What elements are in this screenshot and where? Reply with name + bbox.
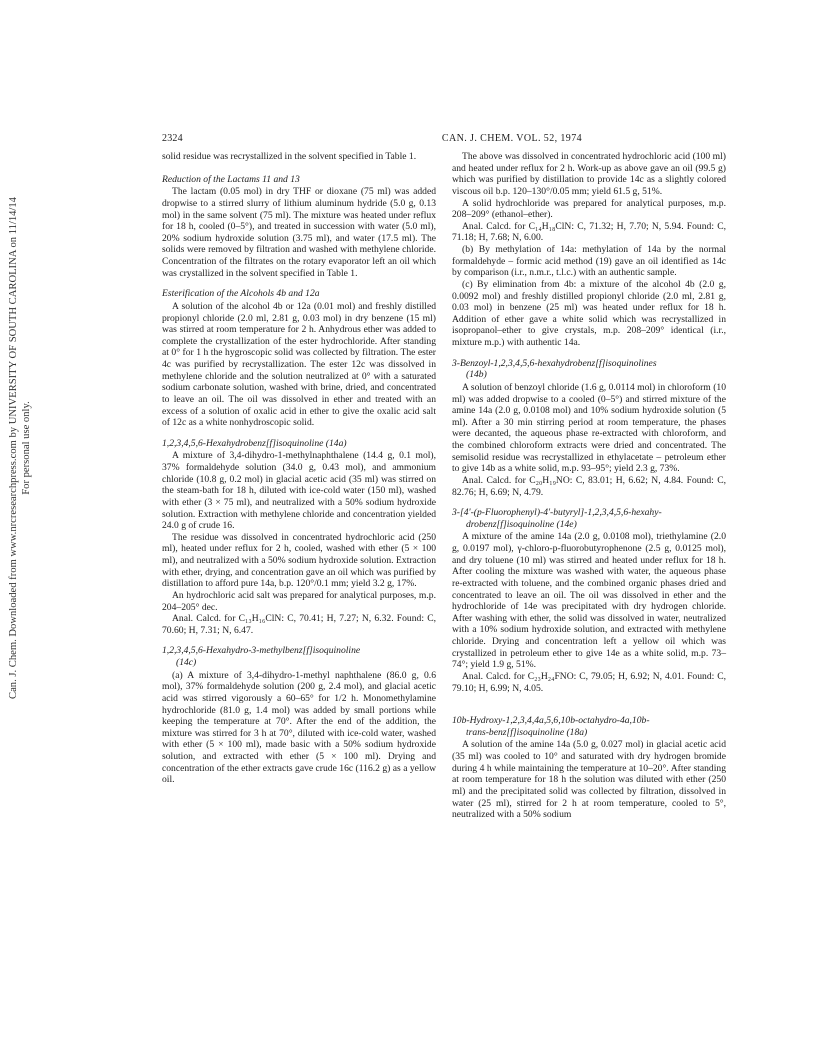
heading-line: 3-Benzoyl-1,2,3,4,5,6-hexahydrobenz[f]isoquinolines <box>452 357 657 369</box>
paragraph: (c) By elimination from 4b: a mixture of the alcohol 4b (2.0 g, 0.0092 mol) and freshly distilled propionyl chloride (2.0 ml, 2.81 g, 0.03 mol) in benzene (25 ml) was heated under reflux for 18 h. Addition of ether gave a white solid which was recrystallized in isopropanol–ether to give crystals, m.p. 208–209° identical (i.r., mixture m.p.) with authentic 14a. <box>452 278 726 348</box>
analysis-line: Anal. Calcd. for C₂₀H₁₉NO: C, 83.01; H, 6.62; N, 4.84. Found: C, 82.76; H, 6.69; N, 4.79. <box>452 474 726 498</box>
analysis-line: Anal. Calcd. for C₂₃H₂₄FNO: C, 79.05; H, 6.92; N, 4.01. Found: C, 79.10; H, 6.99; N, 4.05. <box>452 670 726 694</box>
heading-line: drobenz[f]isoquinoline (14e) <box>466 518 577 530</box>
section-heading <box>452 358 726 381</box>
paragraph: A solution of the alcohol 4b or 12a (0.01 mol) and freshly distilled propionyl chloride (2.0 ml, 2.81 g, 0.03 mol) in dry benzene (15 ml) was stirred at room temperature for 2 h. Anhydrous ether was added to complete the crystallization of the ester hydrochloride. After standing at 0° for 1 h the hygroscopic solid was collected by filtration. The ester 4c was purified by recrystallization. The ester 12c was dissolved in methylene chloride and the solution neutralized at 0° with a saturated sodium carbonate solution, washed with brine, dried, and concentrated to leave an oil. The oil was dissolved in ether and treated with an excess of a solution of oxalic acid in ether to give the oxalic acid salt of 12c as a white nonhydroscopic solid. <box>162 300 436 429</box>
paragraph: The above was dissolved in concentrated hydrochloric acid (100 ml) and heated under reflux for 2 h. Work-up as above gave an oil (99.5 g) which was purified by distillation to provide 14c as a slightly colored viscous oil b.p. 120–130°/0.05 mm; yield 61.5 g, 51%. <box>452 151 726 197</box>
paragraph: A solid hydrochloride was prepared for analytical purposes, m.p. 208–209° (ethanol–ether). <box>452 197 726 221</box>
paragraph: A solution of the amine 14a (5.0 g, 0.027 mol) in glacial acetic acid (35 ml) was cooled to 10° and saturated with dry hydrogen bromide during 4 h while maintaining the temperature at 10–20°. After standing at room temperature for 18 h the solution was diluted with ether (250 ml) and the precipitated solid was collected by filtration, dissolved in water (25 ml), stirred for 2 h at room temperature, cooled to 5°, neutralized with a 50% sodium <box>452 739 726 821</box>
section-gap <box>452 694 726 706</box>
right-column <box>452 151 726 821</box>
running-head <box>162 133 644 147</box>
personal-use-notice: For personal use only. <box>21 401 32 495</box>
paragraph: A mixture of 3,4-dihydro-1-methylnaphthalene (14.4 g, 0.1 mol), 37% formaldehyde solution (34.0 g, 0.43 mol), and ammonium chloride (10.8 g, 0.2 mol) in glacial acetic acid (35 ml) was stirred on the steam-bath for 18 h, diluted with ice-cold water (150 ml), washed with ether (3 × 75 ml), and neutralized with a 50% sodium hydroxide solution. Extraction with methylene chloride and concentration yielded 24.0 g of crude 16. <box>162 450 436 532</box>
heading-line: 10b-Hydroxy-1,2,3,4,4a,5,6,10b-octahydro-4a,10b- <box>452 715 650 727</box>
paragraph: (a) A mixture of 3,4-dihydro-1-methyl naphthalene (86.0 g, 0.6 mol), 37% formaldehyde solution (200 g, 2.4 mol), and glacial acetic acid was stirred vigorously a 60–65° for 1/2 h. Monomethylamine hydrochloride (81.0 g, 1.4 mol) was added by small portions while keeping the temperature at 70°. After the end of the addition, the mixture was stirred for 3 h at 70°, diluted with ice-cold water, washed with ether (5 × 100 ml), made basic with a 50% sodium hydroxide solution, and extracted with ether (5 × 100 ml). Drying and concentration of the ether extracts gave crude 16c (116.2 g) as a yellow oil. <box>162 669 436 786</box>
section-heading: Reduction of the Lactams 11 and 13 <box>162 173 300 185</box>
heading-line: (14c) <box>176 657 197 668</box>
heading-line: 3-[4'-(p-Fluorophenyl)-4'-butyryl]-1,2,3,4,5,6-hexahy- <box>452 507 662 519</box>
heading-line: (14b) <box>466 369 487 381</box>
left-column <box>162 151 436 786</box>
section-heading: 1,2,3,4,5,6-Hexahydrobenz[f]isoquinoline (14a) <box>162 437 347 449</box>
heading-line: trans-benz[f]isoquinoline (18a) <box>466 726 588 738</box>
analysis-line: Anal. Calcd. for C₁₃H₁₆ClN: C, 70.41; H, 7.27; N, 6.32. Found: C, 70.60; H, 7.31; N, 6.47. <box>162 613 436 636</box>
section-heading <box>452 715 726 738</box>
paragraph: solid residue was recrystallized in the solvent specified in Table 1. <box>162 151 417 162</box>
paragraph: The lactam (0.05 mol) in dry THF or dioxane (75 ml) was added dropwise to a stirred slurry of lithium aluminum hydride (5.0 g, 0.13 mol) in the same solvent (75 ml). The mixture was heated under reflux for 18 h, cooled (0–5°), and treated in succession with water (5.0 ml), 20% sodium hydroxide solution (3.75 ml), and water (17.5 ml). The solids were removed by filtration and washed with methylene chloride. Concentration of the filtrates on the rotary evaporator left an oil which was crystallized in the solvent specified in Table 1. <box>162 186 436 279</box>
section-heading: Esterification of the Alcohols 4b and 12a <box>162 288 320 300</box>
paragraph: A solution of benzoyl chloride (1.6 g, 0.0114 mol) in chloroform (10 ml) was added dropwise to a cooled (0–5°) and stirred mixture of the amine 14a (2.0 g, 0.0108 mol) and 10% sodium hydroxide solution (5 ml). After a 30 min stirring period at room temperature, the phases were decanted, the aqueous phase re-extracted with chloroform, and the combined chloroform extracts were dried and concentrated. The semisolid residue was recrystallized in ethylacetate – petroleum ether to give 14b as a white solid, m.p. 93–95°; yield 2.3 g, 73%. <box>452 381 726 475</box>
download-notice-line: Can. J. Chem. Downloaded from www.nrcresearchpress.com by UNIVERSITY OF SOUTH CAROLINA on 11/14/14 <box>8 197 19 699</box>
analysis-line: Anal. Calcd. for C₁₄H₁₈ClN: C, 71.32; H, 7.70; N, 5.94. Found: C, 71.18; H, 7.68; N, 6.00. <box>452 220 726 244</box>
paragraph: The residue was dissolved in concentrated hydrochloric acid (250 ml), heated under reflux for 2 h, cooled, washed with ether (5 × 100 ml), and neutralized with a 50% sodium hydroxide solution. Extraction with ether, drying, and concentration gave an oil which was purified by distillation to afford pure 14a, b.p. 120°/0.1 mm; yield 3.2 g, 17%. <box>162 531 436 590</box>
paragraph: (b) By methylation of 14a: methylation of 14a by the normal formaldehyde – formic acid method (19) gave an oil identified as 14c by comparison (i.r., n.m.r., t.l.c.) with an authentic sample. <box>452 244 726 279</box>
download-notice <box>2 188 38 708</box>
page-number: 2324 <box>162 133 183 144</box>
journal-reference: CAN. J. CHEM. VOL. 52, 1974 <box>441 133 582 144</box>
paragraph: An hydrochloric acid salt was prepared for analytical purposes, m.p. 204–205° dec. <box>162 589 436 613</box>
paragraph: A mixture of the amine 14a (2.0 g, 0.0108 mol), triethylamine (2.0 g, 0.0197 mol), γ-chloro-p-fluorobutyrophenone (2.5 g, 0.0125 mol), and dry toluene (10 ml) was stirred and heated under reflux for 18 h. After cooling the mixture was washed with water, the aqueous phase re-extracted with toluene, and the combined organic phases dried and concentrated to leave an oil. The oil was dissolved in ether and the hydrochloride of 14e was precipitated with dry hydrogen chloride. After washing with ether, the solid was dissolved in water, neutralized with a 10% sodium hydroxide solution, and extracted with methylene chloride. Drying and concentration left a yellow oil which was crystallized in petroleum ether to give 14e as a white solid, m.p. 73–74°; yield 1.9 g, 51%. <box>452 531 726 671</box>
section-heading <box>452 507 726 530</box>
heading-line: 1,2,3,4,5,6-Hexahydro-3-methylbenz[f]isoquinoline <box>162 645 361 657</box>
section-heading <box>162 645 436 668</box>
